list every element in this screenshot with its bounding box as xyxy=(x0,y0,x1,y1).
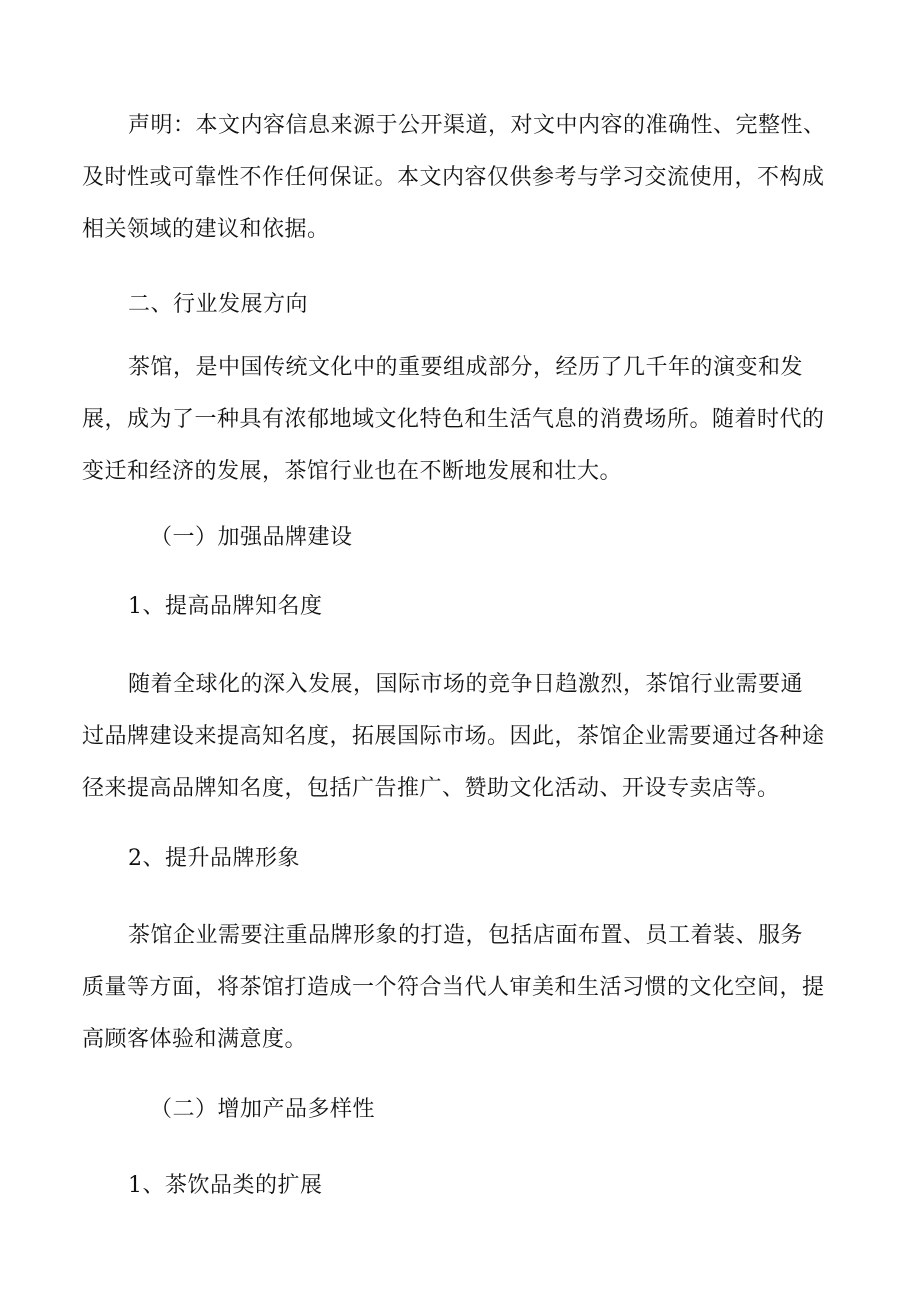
item-1-1-line-1: 随着全球化的深入发展，国际市场的竞争日趋激烈，茶馆行业需要通 xyxy=(128,672,804,697)
item-1-2-line-1: 茶馆企业需要注重品牌形象的打造，包括店面布置、员工着装、服务 xyxy=(128,923,804,948)
section-2-heading xyxy=(82,279,842,331)
item-2-1-heading-text: 1、茶饮品类的扩展 xyxy=(128,1173,323,1198)
item-1-1-line-3: 径来提高品牌知名度，包括广告推广、赞助文化活动、开设专卖店等。 xyxy=(82,776,780,801)
item-2-1-heading xyxy=(82,1160,842,1212)
sub-2-heading xyxy=(82,1084,842,1136)
intro-line-3: 变迁和经济的发展，茶馆行业也在不断地发展和壮大。 xyxy=(82,459,623,484)
disclaimer-line-2: 及时性或可靠性不作任何保证。本文内容仅供参考与学习交流使用，不构成 xyxy=(82,165,825,190)
item-1-1-heading xyxy=(82,581,842,633)
item-1-2-heading xyxy=(82,833,842,885)
item-1-1-paragraph xyxy=(82,659,842,815)
intro-line-2: 展，成为了一种具有浓郁地域文化特色和生活气息的消费场所。随着时代的 xyxy=(82,407,825,432)
sub-1-heading xyxy=(82,512,842,564)
intro-line-1: 茶馆，是中国传统文化中的重要组成部分，经历了几千年的演变和发 xyxy=(128,355,804,380)
sub-2-heading-text: （二）增加产品多样性 xyxy=(150,1097,376,1122)
disclaimer-line-3: 相关领域的建议和依据。 xyxy=(82,217,330,242)
item-1-2-line-2: 质量等方面，将茶馆打造成一个符合当代人审美和生活习惯的文化空间，提 xyxy=(82,975,825,1000)
intro-paragraph xyxy=(82,342,842,498)
item-1-2-line-3: 高顾客体验和满意度。 xyxy=(82,1027,308,1052)
item-1-1-heading-text: 1、提高品牌知名度 xyxy=(128,594,323,619)
sub-1-heading-text: （一）加强品牌建设 xyxy=(150,525,353,550)
item-1-1-line-2: 过品牌建设来提高知名度，拓展国际市场。因此，茶馆企业需要通过各种途 xyxy=(82,724,825,749)
item-1-2-paragraph xyxy=(82,910,842,1066)
disclaimer-line-1: 声明：本文内容信息来源于公开渠道，对文中内容的准确性、完整性、 xyxy=(128,113,826,138)
section-2-heading-text: 二、行业发展方向 xyxy=(128,292,309,317)
disclaimer-paragraph xyxy=(82,100,842,256)
item-1-2-heading-text: 2、提升品牌形象 xyxy=(128,846,300,871)
